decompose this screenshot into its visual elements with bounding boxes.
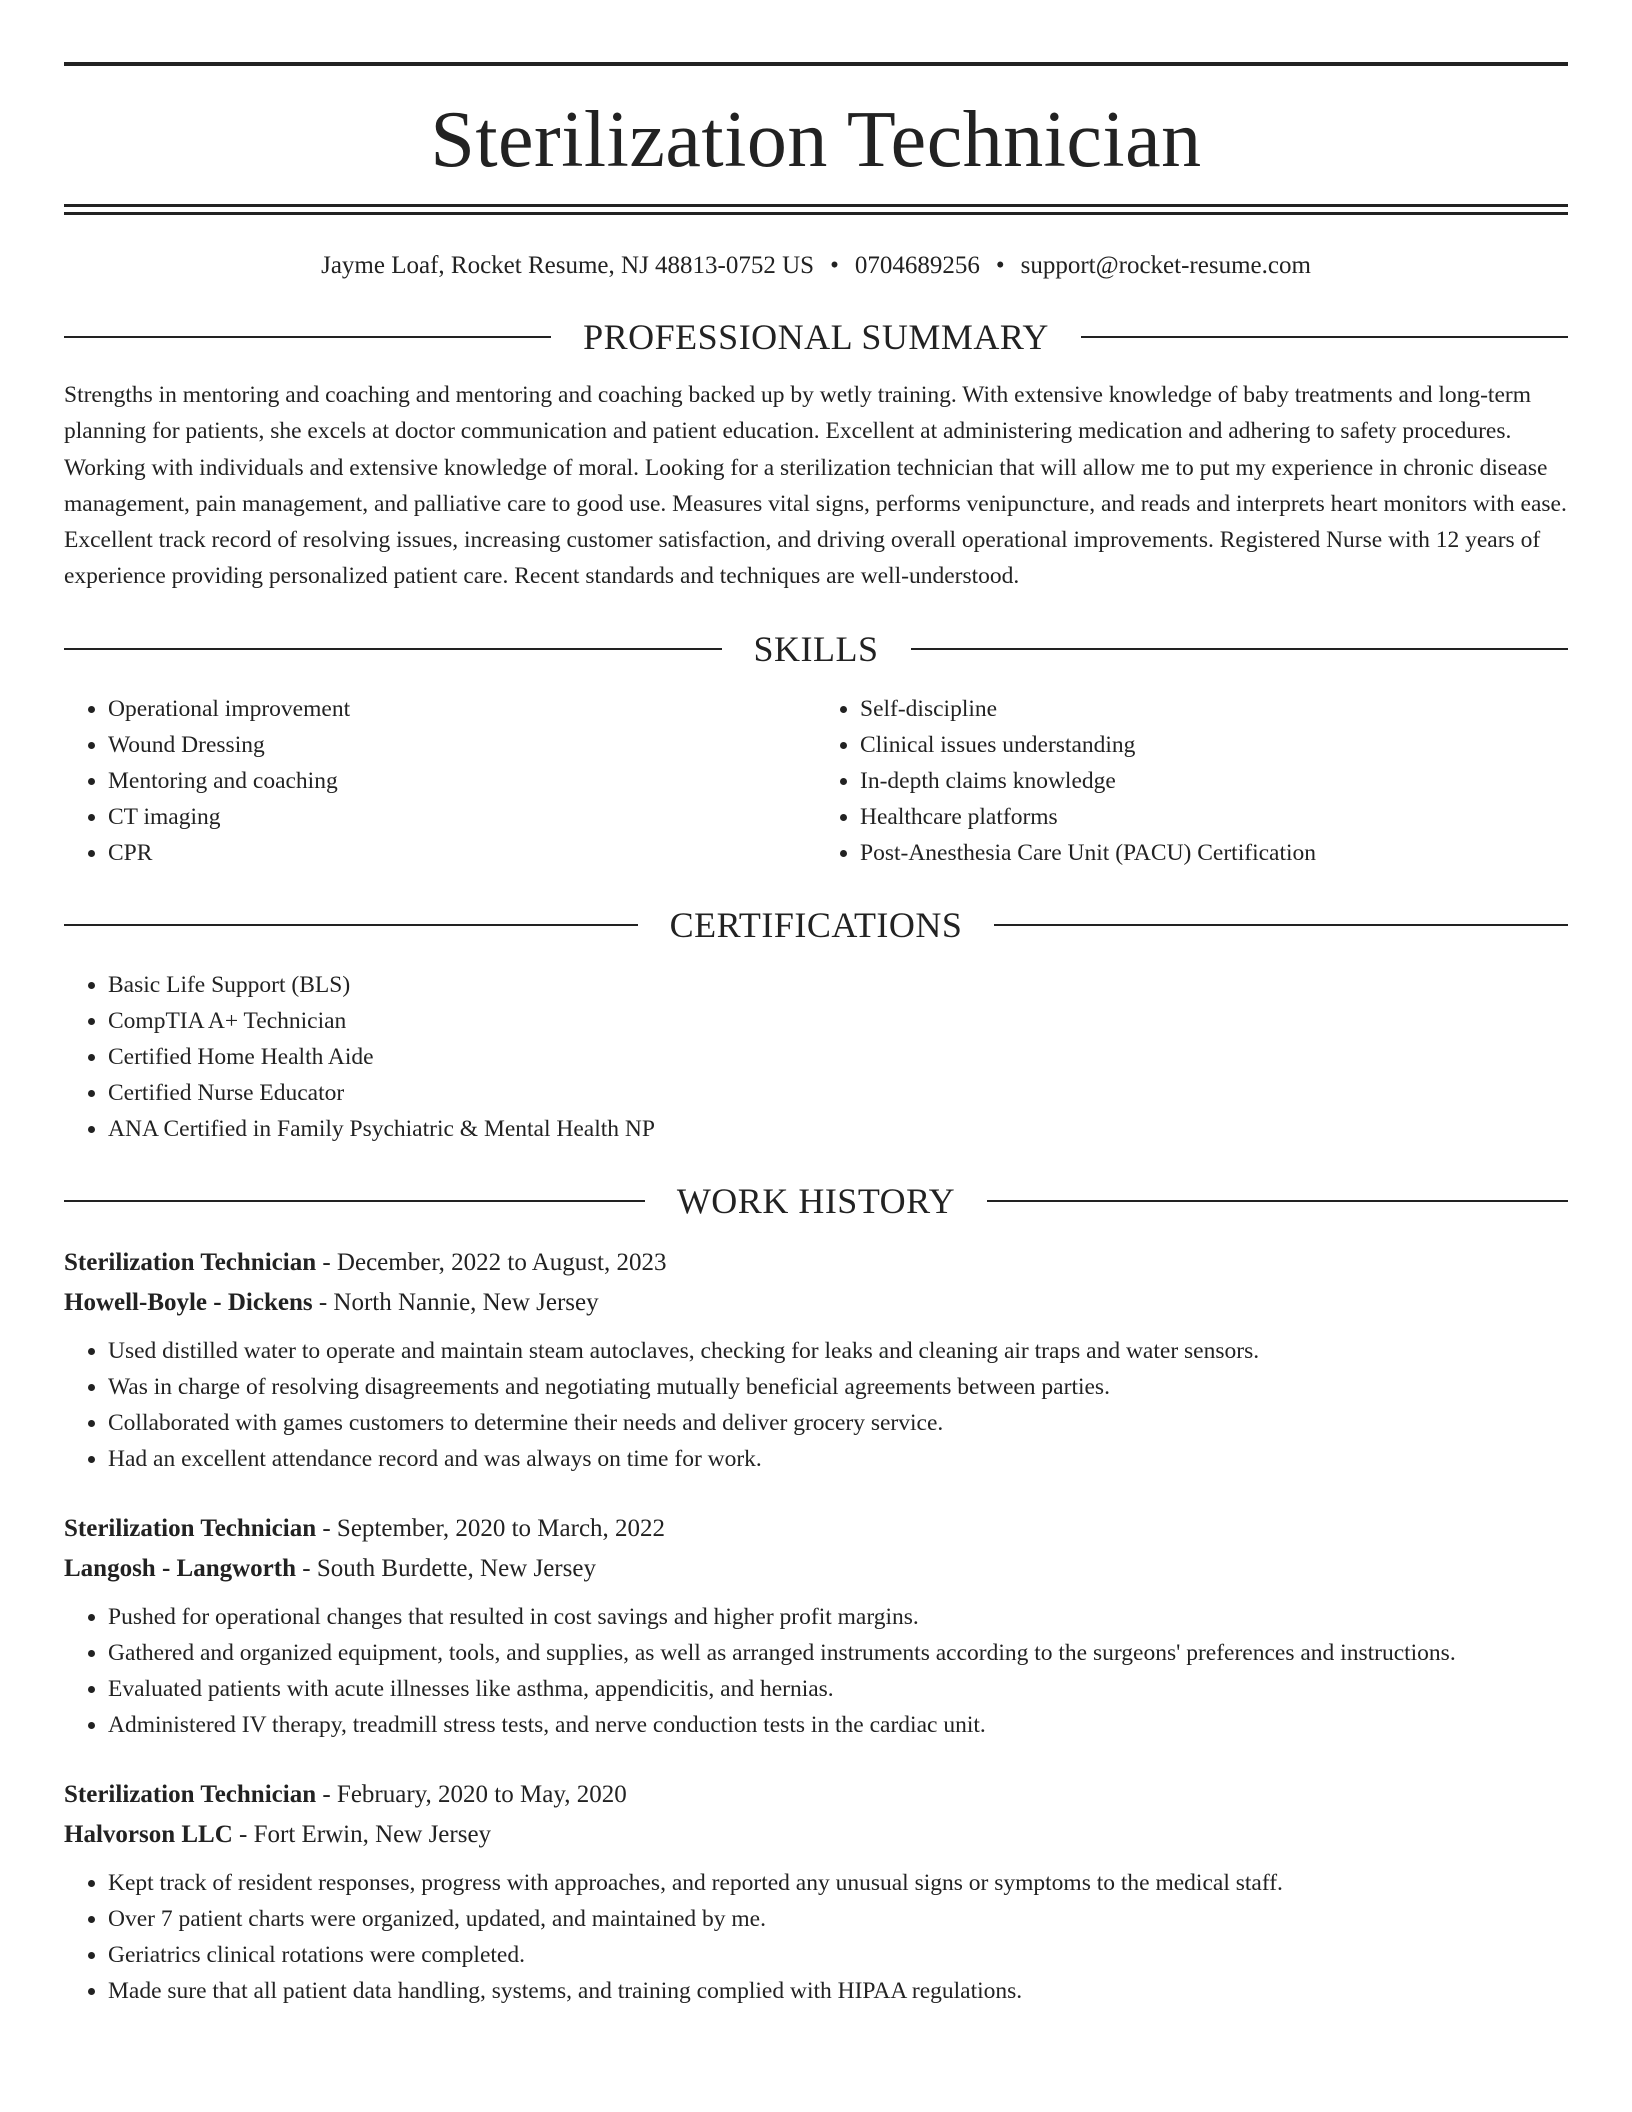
certification-item: • Basic Life Support (BLS) bbox=[108, 967, 1568, 1003]
job-duty-item: • Was in charge of resolving disagreements and negotiating mutually beneficial agreements between parties. bbox=[108, 1369, 1568, 1405]
job-title-line bbox=[64, 1775, 1568, 1815]
section-header-certifications bbox=[64, 903, 1568, 947]
job-duty-item: • Gathered and organized equipment, tools, and supplies, as well as arranged instruments according to the surgeons' preferences and instructions. bbox=[108, 1635, 1568, 1671]
job-dates: - September, 2020 to March, 2022 bbox=[316, 1514, 666, 1542]
job-duty-item: • Used distilled water to operate and maintain steam autoclaves, checking for leaks and cleaning air traps and water sensors. bbox=[108, 1333, 1568, 1369]
job-duty-item: • Geriatrics clinical rotations were completed. bbox=[108, 1937, 1568, 1973]
contact-line bbox=[64, 249, 1568, 283]
job-duties-list bbox=[64, 1333, 1568, 1477]
section-rule bbox=[911, 648, 1569, 650]
work-history-list bbox=[64, 1243, 1568, 2009]
job-dates: - February, 2020 to May, 2020 bbox=[316, 1780, 627, 1808]
job-duty-item: • Over 7 patient charts were organized, updated, and maintained by me. bbox=[108, 1901, 1568, 1937]
title-double-rule bbox=[64, 204, 1568, 215]
job-company-line bbox=[64, 1815, 1568, 1855]
skill-item: • Post-Anesthesia Care Unit (PACU) Certification bbox=[860, 835, 1568, 871]
skill-item: • CT imaging bbox=[108, 799, 816, 835]
job-company-line bbox=[64, 1283, 1568, 1323]
skill-item: • Operational improvement bbox=[108, 691, 816, 727]
certification-item: • CompTIA A+ Technician bbox=[108, 1003, 1568, 1039]
certification-item: • Certified Nurse Educator bbox=[108, 1075, 1568, 1111]
contact-address: Jayme Loaf, Rocket Resume, NJ 48813-0752 US bbox=[321, 252, 815, 279]
certifications-list bbox=[64, 967, 1568, 1147]
job-company: Howell-Boyle - Dickens bbox=[64, 1288, 313, 1316]
section-title-skills: SKILLS bbox=[753, 628, 879, 669]
job-dates: - December, 2022 to August, 2023 bbox=[316, 1248, 667, 1276]
contact-email: support@rocket-resume.com bbox=[1020, 252, 1311, 279]
certification-item: • ANA Certified in Family Psychiatric & Mental Health NP bbox=[108, 1111, 1568, 1147]
summary-text: Strengths in mentoring and coaching and mentoring and coaching backed up by wetly training. With extensive knowledge of baby treatments and long-term planning for patients, she excels at doctor communication and patient education. Excellent at administering medication and adhering to safety procedures. Working with individuals and extensive knowledge of moral. Looking for a sterilization technician that will allow me to put my experience in chronic disease management, pain management, and palliative care to good use. Measures vital signs, performs venipuncture, and reads and interprets heart monitors with ease. Excellent track record of resolving issues, increasing customer satisfaction, and driving overall operational improvements. Registered Nurse with 12 years of experience providing personalized patient care. Recent standards and techniques are well-understood. bbox=[64, 382, 1567, 590]
resume-title: Sterilization Technician bbox=[430, 96, 1202, 184]
skills-columns bbox=[64, 691, 1568, 871]
job-title: Sterilization Technician bbox=[64, 1780, 317, 1808]
job-duties-list bbox=[64, 1865, 1568, 2009]
section-rule bbox=[994, 924, 1568, 926]
job-location: - South Burdette, New Jersey bbox=[296, 1554, 596, 1582]
job-company-line bbox=[64, 1549, 1568, 1589]
section-rule bbox=[1081, 336, 1568, 338]
skills-list-left bbox=[64, 691, 816, 871]
skill-item: • In-depth claims knowledge bbox=[860, 763, 1568, 799]
job-entry bbox=[64, 1775, 1568, 2009]
skill-item: • Mentoring and coaching bbox=[108, 763, 816, 799]
skill-item: • CPR bbox=[108, 835, 816, 871]
section-header-summary bbox=[64, 315, 1568, 359]
job-duty-item: • Made sure that all patient data handling, systems, and training complied with HIPAA regulations. bbox=[108, 1973, 1568, 2009]
job-title: Sterilization Technician bbox=[64, 1514, 317, 1542]
job-entry bbox=[64, 1243, 1568, 1477]
job-duty-item: • Had an excellent attendance record and was always on time for work. bbox=[108, 1441, 1568, 1477]
job-duty-item: • Evaluated patients with acute illnesses like asthma, appendicitis, and hernias. bbox=[108, 1671, 1568, 1707]
job-company: Halvorson LLC bbox=[64, 1820, 233, 1848]
job-duty-item: • Kept track of resident responses, progress with approaches, and reported any unusual signs or symptoms to the medical staff. bbox=[108, 1865, 1568, 1901]
skill-item: • Wound Dressing bbox=[108, 727, 816, 763]
job-duty-item: • Pushed for operational changes that resulted in cost savings and higher profit margins. bbox=[108, 1599, 1568, 1635]
section-rule bbox=[64, 648, 722, 650]
job-title-line bbox=[64, 1243, 1568, 1283]
contact-phone: 0704689256 bbox=[854, 252, 980, 279]
skill-item: • Self-discipline bbox=[860, 691, 1568, 727]
job-title-line bbox=[64, 1509, 1568, 1549]
section-title-work: WORK HISTORY bbox=[676, 1180, 956, 1221]
job-location: - North Nannie, New Jersey bbox=[312, 1288, 599, 1316]
job-location: - Fort Erwin, New Jersey bbox=[232, 1820, 492, 1848]
skill-item: • Clinical issues understanding bbox=[860, 727, 1568, 763]
section-header-skills bbox=[64, 627, 1568, 671]
skill-item: • Healthcare platforms bbox=[860, 799, 1568, 835]
section-header-work bbox=[64, 1179, 1568, 1223]
section-rule bbox=[64, 1200, 645, 1202]
section-rule bbox=[64, 336, 551, 338]
contact-separator: • bbox=[995, 252, 1005, 279]
top-rule bbox=[64, 62, 1568, 66]
section-rule bbox=[64, 924, 638, 926]
job-duty-item: • Administered IV therapy, treadmill stress tests, and nerve conduction tests in the cardiac unit. bbox=[108, 1707, 1568, 1743]
job-duty-item: • Collaborated with games customers to determine their needs and deliver grocery service. bbox=[108, 1405, 1568, 1441]
job-entry bbox=[64, 1509, 1568, 1743]
job-company: Langosh - Langworth bbox=[64, 1554, 296, 1582]
section-rule bbox=[987, 1200, 1568, 1202]
job-title: Sterilization Technician bbox=[64, 1248, 317, 1276]
section-title-summary: PROFESSIONAL SUMMARY bbox=[583, 317, 1049, 357]
certification-item: • Certified Home Health Aide bbox=[108, 1039, 1568, 1075]
section-title-certifications: CERTIFICATIONS bbox=[669, 904, 963, 945]
contact-separator: • bbox=[830, 252, 839, 279]
job-duties-list bbox=[64, 1599, 1568, 1743]
skills-list-right bbox=[816, 691, 1568, 871]
